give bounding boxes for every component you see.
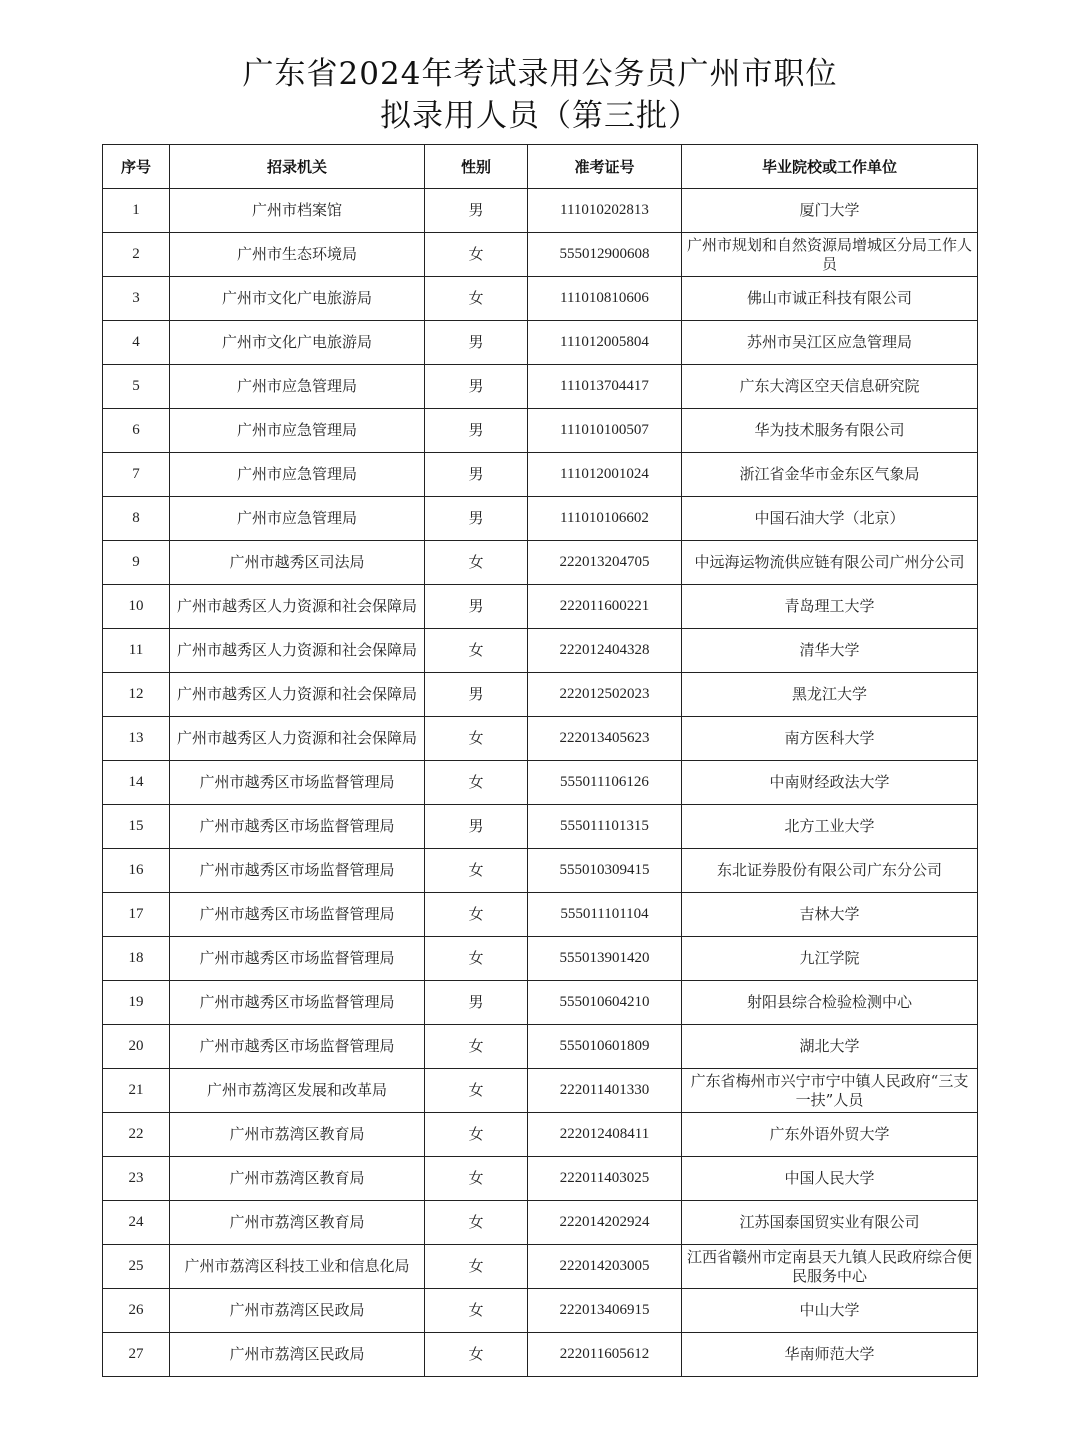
cell-ticket: 111010100507 xyxy=(528,409,682,453)
cell-gender: 女 xyxy=(425,1157,528,1201)
cell-school: 广州市规划和自然资源局增城区分局工作人员 xyxy=(682,233,978,277)
cell-school: 青岛理工大学 xyxy=(682,585,978,629)
cell-seq: 17 xyxy=(103,893,170,937)
cell-school: 佛山市诚正科技有限公司 xyxy=(682,277,978,321)
cell-seq: 13 xyxy=(103,717,170,761)
document-title-line-2: 拟录用人员（第三批） xyxy=(380,98,700,134)
cell-gender: 女 xyxy=(425,629,528,673)
cell-seq: 16 xyxy=(103,849,170,893)
cell-ticket: 555012900608 xyxy=(528,233,682,277)
cell-school: 中国石油大学（北京） xyxy=(682,497,978,541)
header-school: 毕业院校或工作单位 xyxy=(682,145,978,189)
table-row xyxy=(103,849,978,893)
table-row xyxy=(103,673,978,717)
cell-org: 广州市越秀区人力资源和社会保障局 xyxy=(170,629,425,673)
cell-seq: 1 xyxy=(103,189,170,233)
cell-org: 广州市越秀区市场监督管理局 xyxy=(170,805,425,849)
cell-school: 华为技术服务有限公司 xyxy=(682,409,978,453)
cell-seq: 26 xyxy=(103,1289,170,1333)
cell-gender: 男 xyxy=(425,365,528,409)
cell-school: 射阳县综合检验检测中心 xyxy=(682,981,978,1025)
header-gender: 性别 xyxy=(425,145,528,189)
cell-seq: 2 xyxy=(103,233,170,277)
cell-school: 华南师范大学 xyxy=(682,1333,978,1377)
cell-school: 湖北大学 xyxy=(682,1025,978,1069)
cell-org: 广州市生态环境局 xyxy=(170,233,425,277)
cell-org: 广州市越秀区市场监督管理局 xyxy=(170,981,425,1025)
cell-seq: 12 xyxy=(103,673,170,717)
cell-school: 中山大学 xyxy=(682,1289,978,1333)
table-row xyxy=(103,585,978,629)
cell-gender: 女 xyxy=(425,1025,528,1069)
table-body xyxy=(103,189,978,1377)
cell-seq: 24 xyxy=(103,1201,170,1245)
cell-seq: 19 xyxy=(103,981,170,1025)
cell-org: 广州市应急管理局 xyxy=(170,365,425,409)
cell-gender: 女 xyxy=(425,893,528,937)
cell-ticket: 555010604210 xyxy=(528,981,682,1025)
cell-ticket: 222012408411 xyxy=(528,1113,682,1157)
cell-org: 广州市越秀区市场监督管理局 xyxy=(170,893,425,937)
table-row xyxy=(103,321,978,365)
cell-school: 南方医科大学 xyxy=(682,717,978,761)
cell-ticket: 555010601809 xyxy=(528,1025,682,1069)
cell-seq: 7 xyxy=(103,453,170,497)
cell-ticket: 555013901420 xyxy=(528,937,682,981)
cell-gender: 男 xyxy=(425,981,528,1025)
cell-ticket: 111010810606 xyxy=(528,277,682,321)
cell-gender: 女 xyxy=(425,1069,528,1113)
cell-seq: 25 xyxy=(103,1245,170,1289)
table-row xyxy=(103,629,978,673)
cell-school: 江西省赣州市定南县天九镇人民政府综合便民服务中心 xyxy=(682,1245,978,1289)
cell-school: 黑龙江大学 xyxy=(682,673,978,717)
table-row xyxy=(103,893,978,937)
header-seq: 序号 xyxy=(103,145,170,189)
cell-gender: 女 xyxy=(425,761,528,805)
cell-org: 广州市越秀区市场监督管理局 xyxy=(170,937,425,981)
cell-ticket: 111012001024 xyxy=(528,453,682,497)
cell-seq: 20 xyxy=(103,1025,170,1069)
cell-school: 中远海运物流供应链有限公司广州分公司 xyxy=(682,541,978,585)
cell-org: 广州市荔湾区民政局 xyxy=(170,1289,425,1333)
cell-ticket: 555010309415 xyxy=(528,849,682,893)
cell-org: 广州市应急管理局 xyxy=(170,497,425,541)
table-row xyxy=(103,1157,978,1201)
cell-school: 苏州市吴江区应急管理局 xyxy=(682,321,978,365)
cell-seq: 3 xyxy=(103,277,170,321)
cell-seq: 11 xyxy=(103,629,170,673)
cell-ticket: 222011403025 xyxy=(528,1157,682,1201)
table-row xyxy=(103,1245,978,1289)
cell-gender: 女 xyxy=(425,277,528,321)
cell-ticket: 111012005804 xyxy=(528,321,682,365)
cell-school: 江苏国泰国贸实业有限公司 xyxy=(682,1201,978,1245)
cell-school: 清华大学 xyxy=(682,629,978,673)
cell-org: 广州市越秀区市场监督管理局 xyxy=(170,1025,425,1069)
cell-school: 吉林大学 xyxy=(682,893,978,937)
cell-school: 北方工业大学 xyxy=(682,805,978,849)
cell-gender: 女 xyxy=(425,541,528,585)
cell-seq: 6 xyxy=(103,409,170,453)
cell-gender: 女 xyxy=(425,233,528,277)
header-ticket: 准考证号 xyxy=(528,145,682,189)
cell-ticket: 222014203005 xyxy=(528,1245,682,1289)
document-title-line-1: 广东省2024年考试录用公务员广州市职位 xyxy=(242,56,838,92)
cell-gender: 女 xyxy=(425,1201,528,1245)
cell-gender: 女 xyxy=(425,849,528,893)
cell-ticket: 111013704417 xyxy=(528,365,682,409)
cell-ticket: 555011101104 xyxy=(528,893,682,937)
table-row xyxy=(103,1113,978,1157)
table-row xyxy=(103,1069,978,1113)
table-row xyxy=(103,453,978,497)
cell-ticket: 222012404328 xyxy=(528,629,682,673)
cell-school: 中南财经政法大学 xyxy=(682,761,978,805)
cell-ticket: 222013204705 xyxy=(528,541,682,585)
cell-org: 广州市荔湾区发展和改革局 xyxy=(170,1069,425,1113)
cell-gender: 男 xyxy=(425,321,528,365)
cell-school: 广东外语外贸大学 xyxy=(682,1113,978,1157)
cell-school: 东北证券股份有限公司广东分公司 xyxy=(682,849,978,893)
cell-org: 广州市应急管理局 xyxy=(170,409,425,453)
cell-org: 广州市越秀区人力资源和社会保障局 xyxy=(170,673,425,717)
cell-seq: 21 xyxy=(103,1069,170,1113)
cell-seq: 8 xyxy=(103,497,170,541)
table-header-row xyxy=(103,145,978,189)
cell-school: 广东大湾区空天信息研究院 xyxy=(682,365,978,409)
cell-ticket: 222014202924 xyxy=(528,1201,682,1245)
cell-org: 广州市越秀区人力资源和社会保障局 xyxy=(170,585,425,629)
cell-org: 广州市应急管理局 xyxy=(170,453,425,497)
cell-org: 广州市越秀区市场监督管理局 xyxy=(170,761,425,805)
cell-ticket: 222011605612 xyxy=(528,1333,682,1377)
cell-ticket: 555011101315 xyxy=(528,805,682,849)
table-row xyxy=(103,365,978,409)
cell-org: 广州市荔湾区教育局 xyxy=(170,1157,425,1201)
cell-org: 广州市档案馆 xyxy=(170,189,425,233)
cell-org: 广州市文化广电旅游局 xyxy=(170,277,425,321)
table-row xyxy=(103,189,978,233)
cell-gender: 女 xyxy=(425,1245,528,1289)
cell-org: 广州市荔湾区教育局 xyxy=(170,1201,425,1245)
table-row xyxy=(103,1289,978,1333)
cell-seq: 14 xyxy=(103,761,170,805)
cell-seq: 27 xyxy=(103,1333,170,1377)
cell-org: 广州市越秀区市场监督管理局 xyxy=(170,849,425,893)
table-row xyxy=(103,1201,978,1245)
cell-seq: 23 xyxy=(103,1157,170,1201)
cell-gender: 女 xyxy=(425,717,528,761)
cell-org: 广州市荔湾区科技工业和信息化局 xyxy=(170,1245,425,1289)
cell-school: 中国人民大学 xyxy=(682,1157,978,1201)
candidate-table xyxy=(102,144,978,1377)
cell-gender: 男 xyxy=(425,189,528,233)
cell-seq: 15 xyxy=(103,805,170,849)
header-org: 招录机关 xyxy=(170,145,425,189)
cell-seq: 4 xyxy=(103,321,170,365)
table-row xyxy=(103,717,978,761)
cell-gender: 女 xyxy=(425,937,528,981)
cell-org: 广州市越秀区司法局 xyxy=(170,541,425,585)
cell-school: 九江学院 xyxy=(682,937,978,981)
table-row xyxy=(103,233,978,277)
cell-gender: 男 xyxy=(425,805,528,849)
cell-gender: 女 xyxy=(425,1333,528,1377)
table-row xyxy=(103,409,978,453)
cell-gender: 男 xyxy=(425,453,528,497)
table-row xyxy=(103,541,978,585)
cell-seq: 18 xyxy=(103,937,170,981)
cell-gender: 男 xyxy=(425,497,528,541)
cell-school: 厦门大学 xyxy=(682,189,978,233)
cell-school: 浙江省金华市金东区气象局 xyxy=(682,453,978,497)
cell-ticket: 111010106602 xyxy=(528,497,682,541)
cell-gender: 女 xyxy=(425,1289,528,1333)
cell-ticket: 222012502023 xyxy=(528,673,682,717)
cell-seq: 9 xyxy=(103,541,170,585)
cell-gender: 男 xyxy=(425,409,528,453)
cell-ticket: 555011106126 xyxy=(528,761,682,805)
cell-seq: 5 xyxy=(103,365,170,409)
cell-gender: 男 xyxy=(425,673,528,717)
table-row xyxy=(103,761,978,805)
cell-seq: 22 xyxy=(103,1113,170,1157)
table-row xyxy=(103,981,978,1025)
cell-org: 广州市越秀区人力资源和社会保障局 xyxy=(170,717,425,761)
cell-ticket: 111010202813 xyxy=(528,189,682,233)
cell-seq: 10 xyxy=(103,585,170,629)
table-row xyxy=(103,805,978,849)
cell-ticket: 222011600221 xyxy=(528,585,682,629)
cell-ticket: 222011401330 xyxy=(528,1069,682,1113)
cell-org: 广州市荔湾区民政局 xyxy=(170,1333,425,1377)
cell-org: 广州市文化广电旅游局 xyxy=(170,321,425,365)
cell-org: 广州市荔湾区教育局 xyxy=(170,1113,425,1157)
cell-ticket: 222013405623 xyxy=(528,717,682,761)
cell-school: 广东省梅州市兴宁市宁中镇人民政府“三支一扶”人员 xyxy=(682,1069,978,1113)
cell-gender: 女 xyxy=(425,1113,528,1157)
table-row xyxy=(103,1333,978,1377)
table-row xyxy=(103,497,978,541)
cell-gender: 男 xyxy=(425,585,528,629)
cell-ticket: 222013406915 xyxy=(528,1289,682,1333)
table-row xyxy=(103,1025,978,1069)
table-row xyxy=(103,277,978,321)
table-row xyxy=(103,937,978,981)
